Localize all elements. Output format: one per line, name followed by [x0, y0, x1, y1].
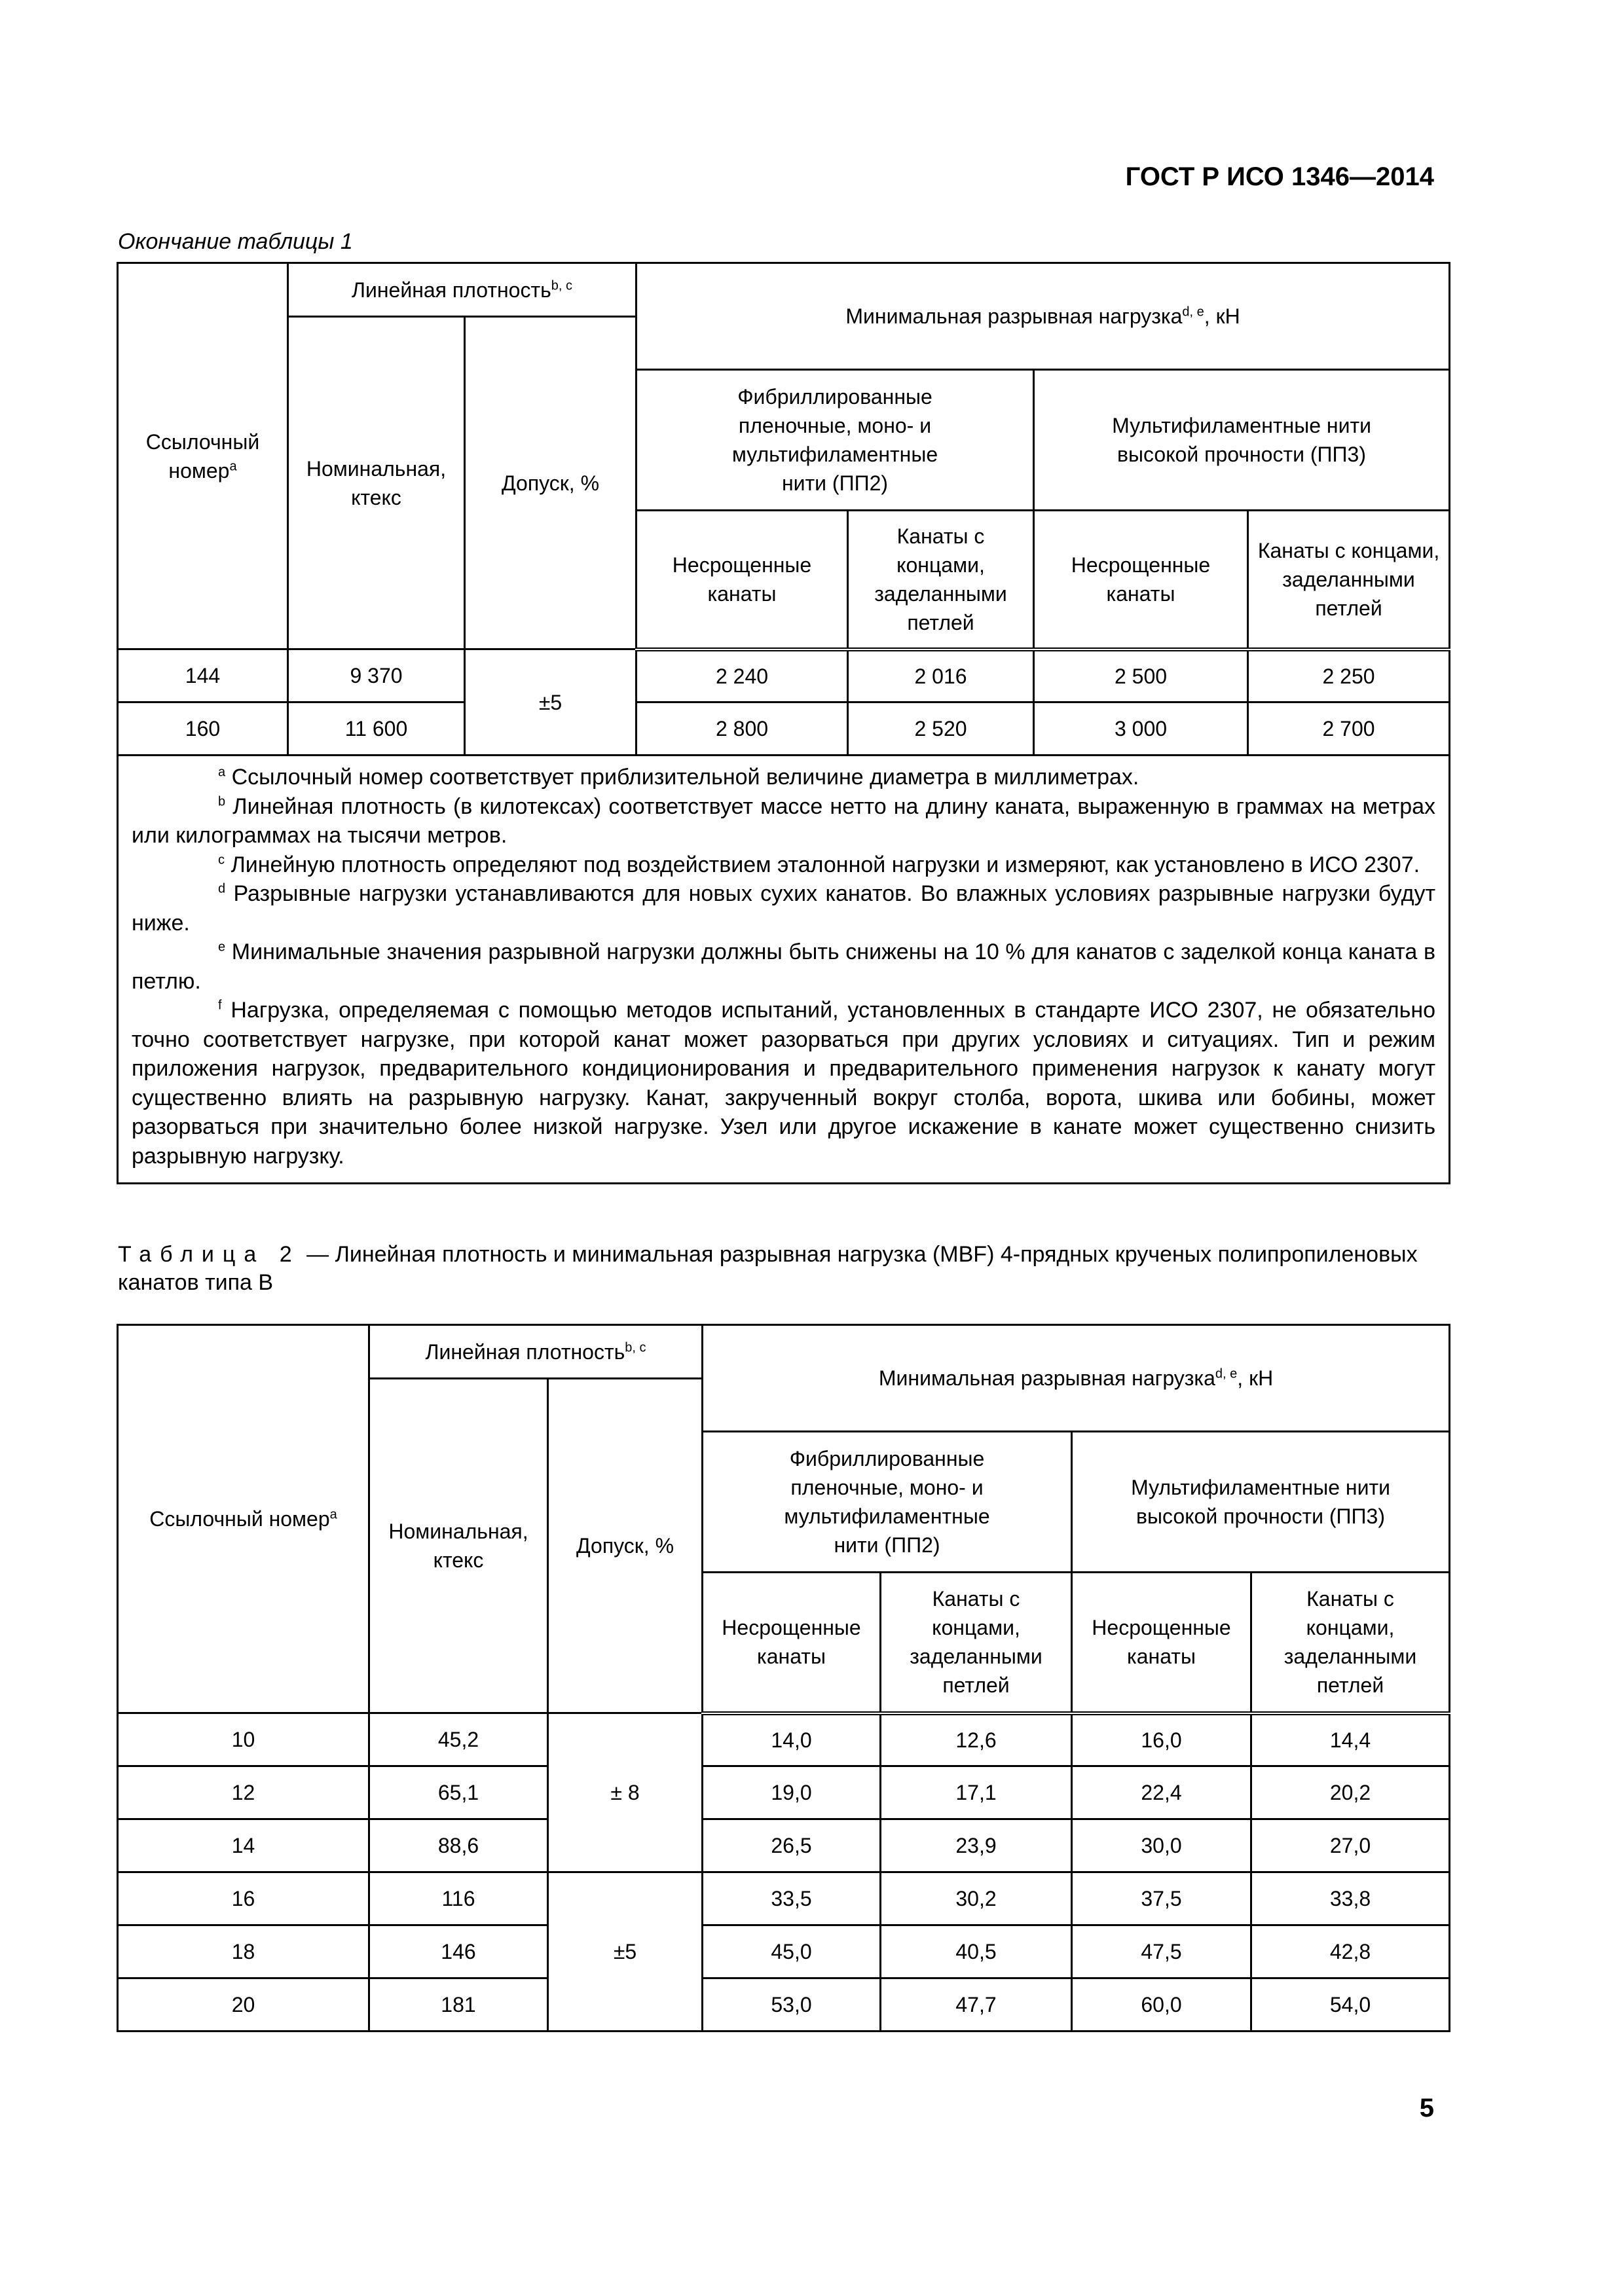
cell-pp2-eye-spliced: 17,1 [881, 1766, 1072, 1819]
table-row [118, 1766, 1450, 1819]
cell-pp3-eye-spliced: 2 250 [1248, 649, 1450, 702]
cell-pp3-eye-spliced: 20,2 [1251, 1766, 1450, 1819]
cell-pp2-unspliced: 45,0 [703, 1925, 881, 1978]
header-linear-density: Линейная плотность$^{b, c}$ [369, 1325, 703, 1379]
table-1 [117, 262, 1450, 1184]
cell-pp2-eye-spliced: 2 016 [848, 649, 1034, 702]
footnote: $^e$ Минимальные значения разрывной нагрузки должны быть снижены на 10 % для канатов с заделкой конца каната в петлю. [132, 939, 1436, 994]
cell-nominal: 146 [369, 1925, 548, 1978]
table-row [118, 1713, 1450, 1766]
cell-pp3-unspliced: 37,5 [1072, 1872, 1251, 1925]
header-pp2-unspliced: Несрощенные канаты [703, 1573, 881, 1713]
cell-nominal: 65,1 [369, 1766, 548, 1819]
header-min-breaking-load: Минимальная разрывная нагрузка$^{d, e}$, кН [703, 1325, 1450, 1432]
header-tolerance: Допуск, % [548, 1379, 703, 1713]
table-row [118, 1819, 1450, 1872]
header-nominal: Номинальная, ктекс [369, 1379, 548, 1713]
cell-pp3-eye-spliced: 2 700 [1248, 702, 1450, 756]
cell-tolerance: ± 8 [548, 1713, 703, 1872]
cell-nominal: 9 370 [288, 649, 465, 702]
header-pp3: Мультифиламентные нити высокой прочности (ПП3) [1072, 1432, 1450, 1573]
header-ref-number: Ссылочный номер$^a$ [118, 1325, 369, 1713]
header-pp2: Фибриллированные пленочные, моно- и мультифиламентные нити (ПП2) [703, 1432, 1072, 1573]
cell-ref: 144 [118, 649, 288, 702]
footnote: $^d$ Разрывные нагрузки устанавливаются для новых сухих канатов. Во влажных условиях разрывные нагрузки будут ниже. [132, 881, 1436, 936]
cell-pp3-unspliced: 2 500 [1034, 649, 1248, 702]
header-pp2-eye-spliced: Канаты с концами, заделанными петлей [848, 511, 1034, 649]
cell-pp2-unspliced: 2 240 [637, 649, 848, 702]
cell-pp2-unspliced: 19,0 [703, 1766, 881, 1819]
cell-pp3-unspliced: 16,0 [1072, 1713, 1251, 1766]
table-row [118, 1872, 1450, 1925]
cell-nominal: 181 [369, 1978, 548, 2032]
cell-ref: 10 [118, 1713, 369, 1766]
cell-pp2-unspliced: 2 800 [637, 702, 848, 756]
cell-pp2-eye-spliced: 23,9 [881, 1819, 1072, 1872]
cell-pp2-eye-spliced: 30,2 [881, 1872, 1072, 1925]
header-pp2-unspliced: Несрощенные канаты [637, 511, 848, 649]
cell-pp3-unspliced: 22,4 [1072, 1766, 1251, 1819]
cell-pp3-unspliced: 3 000 [1034, 702, 1248, 756]
table-2-caption: Таблица 2 — Линейная плотность и минимальная разрывная нагрузка (MBF) 4-прядных крученых полипропиленовых канатов типа В [118, 1242, 1418, 1295]
table-footnotes [118, 756, 1450, 1184]
table-continuation-caption: Окончание таблицы 1 [118, 229, 353, 254]
cell-nominal: 116 [369, 1872, 548, 1925]
table-row [118, 1978, 1450, 2032]
cell-nominal: 88,6 [369, 1819, 548, 1872]
header-pp3-unspliced: Несрощенные канаты [1072, 1573, 1251, 1713]
page-number: 5 [1419, 2094, 1434, 2123]
cell-pp2-eye-spliced: 2 520 [848, 702, 1034, 756]
cell-pp2-unspliced: 53,0 [703, 1978, 881, 2032]
document-code: ГОСТ Р ИСО 1346—2014 [1125, 162, 1434, 191]
header-pp2-eye-spliced: Канаты с концами, заделанными петлей [881, 1573, 1072, 1713]
cell-pp3-unspliced: 30,0 [1072, 1819, 1251, 1872]
header-tolerance: Допуск, % [465, 317, 637, 649]
cell-pp3-eye-spliced: 33,8 [1251, 1872, 1450, 1925]
cell-pp2-unspliced: 14,0 [703, 1713, 881, 1766]
cell-ref: 160 [118, 702, 288, 756]
cell-ref: 20 [118, 1978, 369, 2032]
table-2 [117, 1324, 1450, 2032]
cell-pp3-eye-spliced: 42,8 [1251, 1925, 1450, 1978]
cell-ref: 12 [118, 1766, 369, 1819]
header-linear-density: Линейная плотность$^{b, c}$ [288, 263, 637, 317]
footnote: $^b$ Линейная плотность (в килотексах) соответствует массе нетто на длину каната, выраженную в граммах на метрах или килограммах на тысячи метров. [132, 793, 1436, 848]
cell-pp3-eye-spliced: 54,0 [1251, 1978, 1450, 2032]
cell-pp2-eye-spliced: 12,6 [881, 1713, 1072, 1766]
header-pp3-eye-spliced: Канаты с концами, заделанными петлей [1251, 1573, 1450, 1713]
cell-pp3-unspliced: 60,0 [1072, 1978, 1251, 2032]
header-min-breaking-load: Минимальная разрывная нагрузка$^{d, e}$, кН [637, 263, 1450, 370]
cell-pp2-unspliced: 33,5 [703, 1872, 881, 1925]
cell-tolerance: ±5 [548, 1872, 703, 2032]
cell-ref: 16 [118, 1872, 369, 1925]
footnote: $^f$ Нагрузка, определяемая с помощью методов испытаний, установленных в стандарте ИСО 2307, не обязательно точно соответствует нагрузке, при которой канат может разорваться при других условиях и ситуациях. Тип и режим приложения нагрузок, предварительного кондиционирования и предварительного применения нагрузок к канату могут существенно влиять на разрывную нагрузку. Канат, закрученный вокруг столба, ворота, шкива или бобины, может разорваться при значительно более низкой нагрузке. Узел или другое искажение в канате может существенно снизить разрывную нагрузку. [132, 998, 1436, 1169]
header-ref-number: Ссылочный номер$^a$ [118, 263, 288, 649]
header-pp3-unspliced: Несрощенные канаты [1034, 511, 1248, 649]
cell-pp3-eye-spliced: 27,0 [1251, 1819, 1450, 1872]
cell-pp2-eye-spliced: 47,7 [881, 1978, 1072, 2032]
cell-ref: 18 [118, 1925, 369, 1978]
footnote: $^c$ Линейную плотность определяют под воздействием эталонной нагрузки и измеряют, как установлено в ИСО 2307. [218, 852, 1420, 877]
cell-nominal: 11 600 [288, 702, 465, 756]
footnote: $^a$ Ссылочный номер соответствует приблизительной величине диаметра в миллиметрах. [218, 765, 1139, 790]
cell-ref: 14 [118, 1819, 369, 1872]
header-nominal: Номинальная, ктекс [288, 317, 465, 649]
cell-pp3-eye-spliced: 14,4 [1251, 1713, 1450, 1766]
header-pp3: Мультифиламентные нити высокой прочности (ПП3) [1034, 370, 1450, 511]
table-row [118, 702, 1450, 756]
cell-tolerance: ±5 [465, 649, 637, 756]
cell-pp3-unspliced: 47,5 [1072, 1925, 1251, 1978]
header-pp2: Фибриллированные пленочные, моно- и мультифиламентные нити (ПП2) [637, 370, 1034, 511]
header-pp3-eye-spliced: Канаты с концами, заделанными петлей [1248, 511, 1450, 649]
table-row [118, 1925, 1450, 1978]
cell-pp2-eye-spliced: 40,5 [881, 1925, 1072, 1978]
cell-nominal: 45,2 [369, 1713, 548, 1766]
cell-pp2-unspliced: 26,5 [703, 1819, 881, 1872]
table-row [118, 649, 1450, 702]
